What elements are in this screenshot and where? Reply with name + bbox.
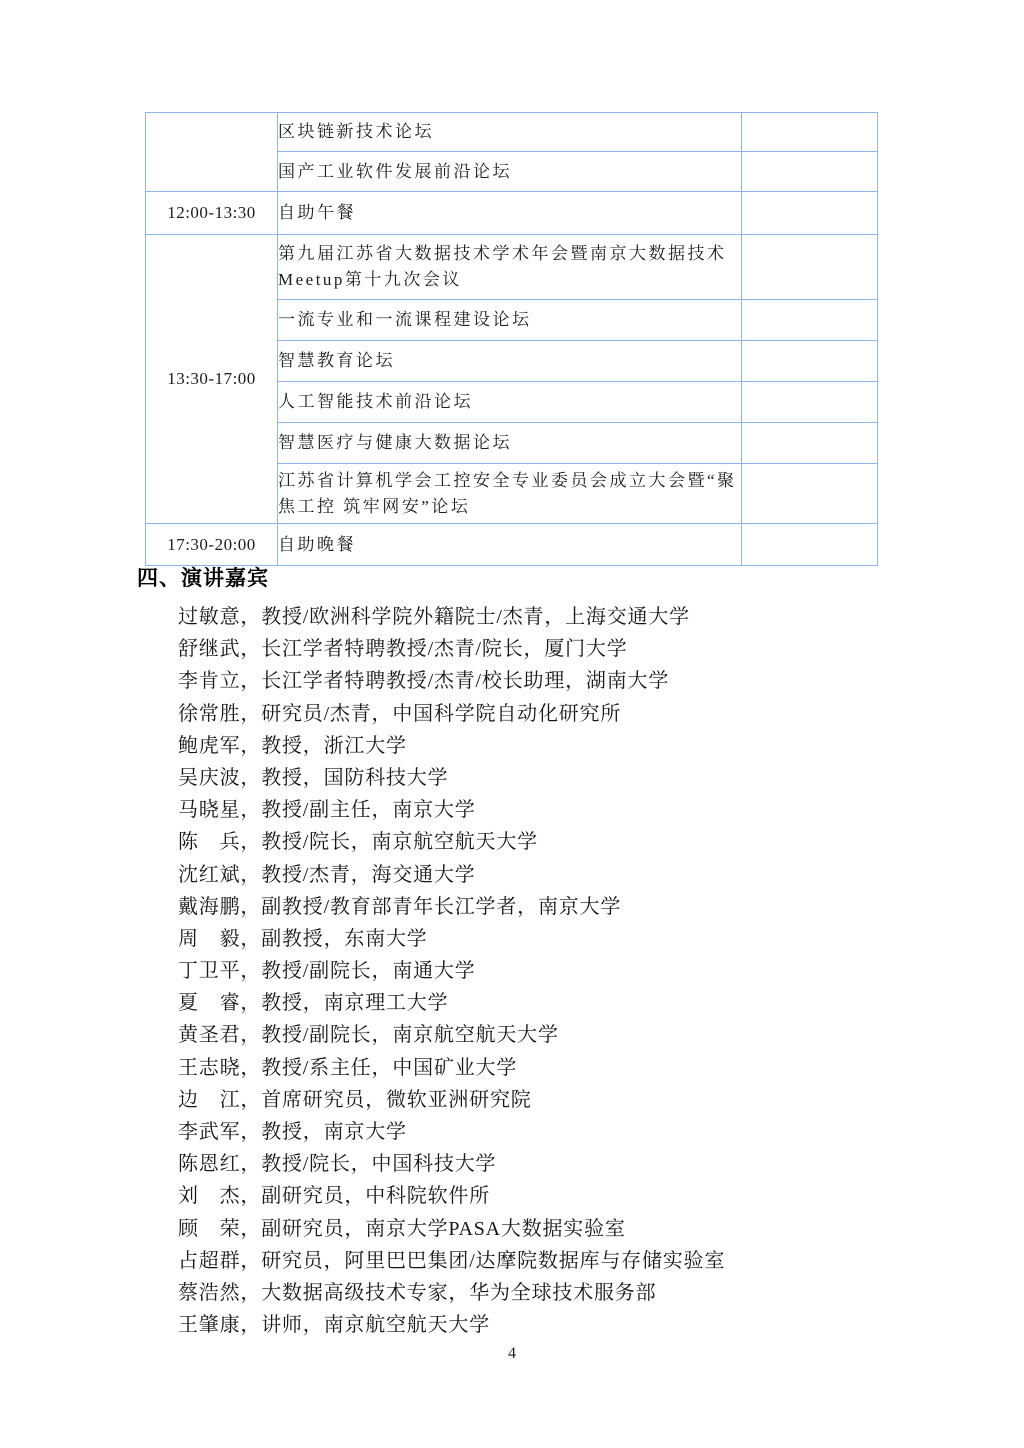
- speaker-item: 边 江，首席研究员，微软亚洲研究院: [178, 1088, 532, 1111]
- note-cell: [742, 300, 878, 341]
- speaker-item: 陈恩红，教授/院长，中国科技大学: [178, 1153, 497, 1176]
- note-cell: [742, 524, 878, 566]
- section-heading: 四、演讲嘉宾: [137, 566, 269, 590]
- note-cell: [742, 382, 878, 423]
- forum-cell: 第九届江苏省大数据技术学术年会暨南京大数据技术Meetup第十九次会议: [278, 235, 742, 300]
- time-cell: 17:30-20:00: [146, 524, 278, 566]
- speaker-item: 周 毅，副教授，东南大学: [178, 927, 428, 950]
- speaker-item: 徐常胜，研究员/杰青，中国科学院自动化研究所: [178, 702, 622, 725]
- speaker-item: 王志晓，教授/系主任，中国矿业大学: [178, 1056, 518, 1079]
- speaker-item: 戴海鹏，副教授/教育部青年长江学者，南京大学: [178, 895, 622, 918]
- note-cell: [742, 464, 878, 524]
- speaker-item: 夏 睿，教授，南京理工大学: [178, 992, 449, 1015]
- speaker-item: 沈红斌，教授/杰青，海交通大学: [178, 863, 476, 886]
- forum-cell: 江苏省计算机学会工控安全专业委员会成立大会暨“聚焦工控 筑牢网安”论坛: [278, 464, 742, 524]
- speaker-item: 鲍虎军，教授，浙江大学: [178, 734, 407, 757]
- forum-cell: 自助晚餐: [278, 524, 742, 566]
- speaker-item: 吴庆波，教授，国防科技大学: [178, 766, 449, 789]
- speaker-item: 黄圣君，教授/副院长，南京航空航天大学: [178, 1024, 559, 1047]
- forum-cell: 一流专业和一流课程建设论坛: [278, 300, 742, 341]
- speaker-item: 李肯立，长江学者特聘教授/杰青/校长助理，湖南大学: [178, 670, 670, 693]
- schedule-table: [145, 112, 878, 566]
- speaker-item: 舒继武，长江学者特聘教授/杰青/院长，厦门大学: [178, 638, 628, 661]
- time-cell: 12:00-13:30: [146, 192, 278, 235]
- table-row: [146, 192, 878, 235]
- speaker-item: 顾 荣，副研究员，南京大学PASA大数据实验室: [178, 1217, 626, 1240]
- time-cell: 13:30-17:00: [146, 235, 278, 524]
- forum-cell: 区块链新技术论坛: [278, 113, 742, 152]
- speakers-list: [178, 601, 725, 1341]
- speaker-item: 陈 兵，教授/院长，南京航空航天大学: [178, 831, 538, 854]
- table-row: [146, 235, 878, 300]
- note-cell: [742, 423, 878, 464]
- note-cell: [742, 235, 878, 300]
- time-cell: [146, 113, 278, 192]
- speaker-item: 蔡浩然，大数据高级技术专家，华为全球技术服务部: [178, 1281, 657, 1304]
- note-cell: [742, 152, 878, 192]
- page-number: 4: [508, 1345, 516, 1362]
- note-cell: [742, 192, 878, 235]
- forum-cell: 智慧医疗与健康大数据论坛: [278, 423, 742, 464]
- speaker-item: 王肇康，讲师，南京航空航天大学: [178, 1314, 490, 1337]
- speaker-item: 刘 杰，副研究员，中科院软件所: [178, 1185, 490, 1208]
- forum-cell: 自助午餐: [278, 192, 742, 235]
- speaker-item: 过敏意，教授/欧洲科学院外籍院士/杰青，上海交通大学: [178, 606, 690, 628]
- note-cell: [742, 113, 878, 152]
- speaker-item: 马晓星，教授/副主任，南京大学: [178, 799, 476, 822]
- table-row: [146, 113, 878, 152]
- speaker-item: 占超群，研究员，阿里巴巴集团/达摩院数据库与存储实验室: [178, 1249, 726, 1272]
- forum-cell: 人工智能技术前沿论坛: [278, 382, 742, 423]
- forum-cell: 国产工业软件发展前沿论坛: [278, 152, 742, 192]
- table-row: [146, 524, 878, 566]
- speaker-item: 丁卫平，教授/副院长，南通大学: [178, 960, 476, 983]
- note-cell: [742, 341, 878, 382]
- forum-cell: 智慧教育论坛: [278, 341, 742, 382]
- speaker-item: 李武军，教授，南京大学: [178, 1121, 407, 1143]
